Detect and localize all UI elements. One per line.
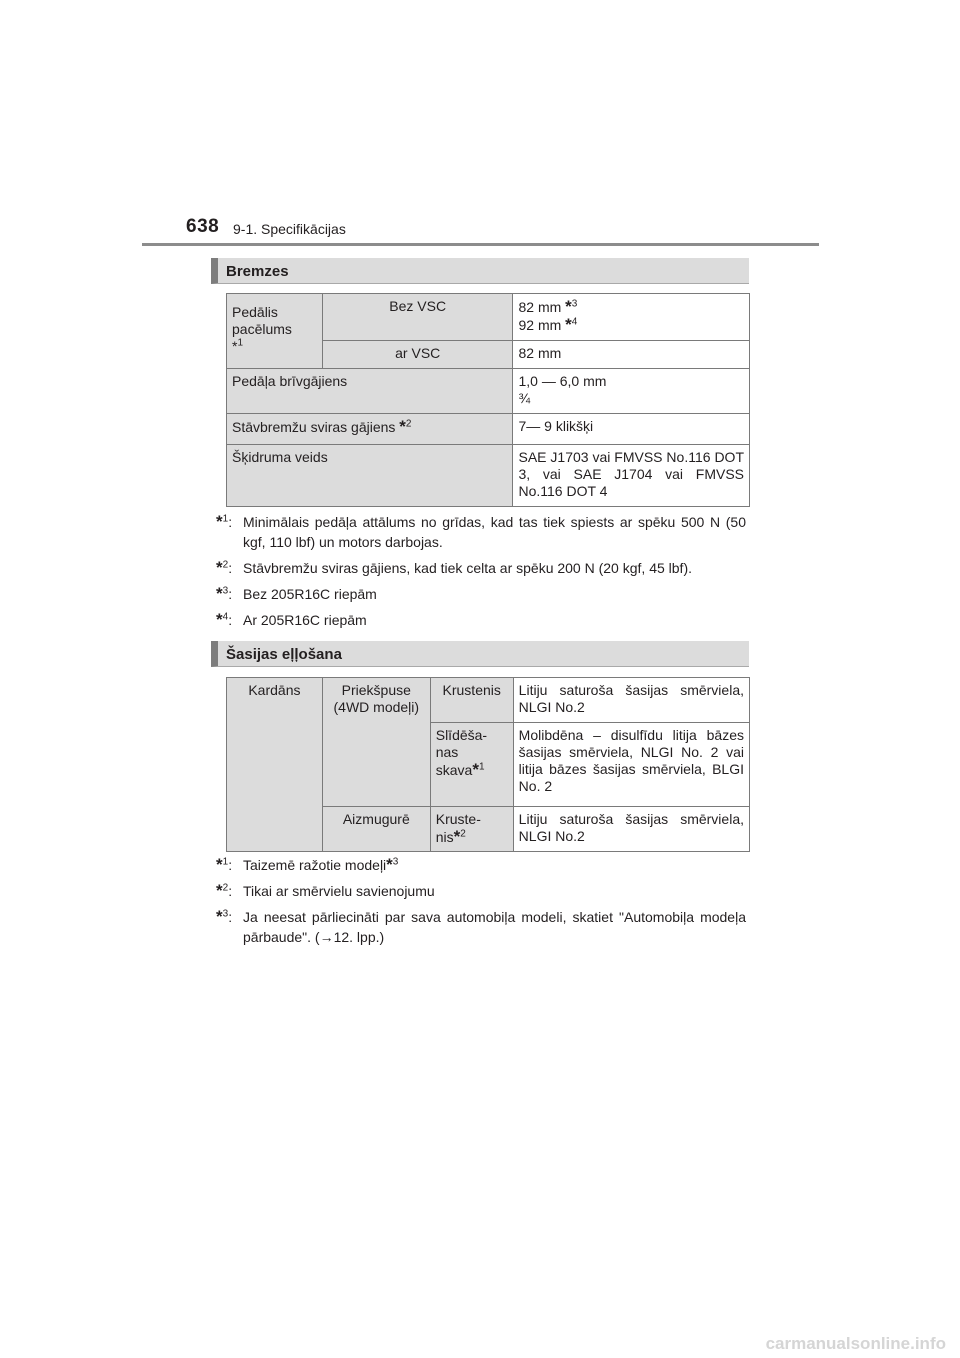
- free-play-value: [513, 369, 750, 414]
- cross-label: Krustenis: [430, 678, 513, 723]
- footnote: *$^4$: Ar 205R16C riepām: [216, 610, 367, 629]
- brakes-heading: Bremzes: [211, 258, 749, 284]
- parking-travel-label: Stāvbremžu sviras gājiens *$^2$: [227, 414, 513, 445]
- footnote-ref: *$^4$: [565, 315, 578, 334]
- rear-cross-label: Kruste-nis*$^2$: [430, 807, 513, 852]
- footnote-marker: *$^3$:: [216, 907, 233, 926]
- section-reference: 9-1. Specifikācijas: [233, 221, 346, 237]
- without-vsc-label: Bez VSC: [322, 294, 513, 341]
- footnote-marker: *$^2$:: [216, 558, 233, 577]
- footnote: *$^1$: Minimālais pedāļa attālums no grīdas, kad tas tiek spiests ar spēku 500 N (50 kgf, 110 lbf) un motors darbojas.: [216, 512, 746, 550]
- without-vsc-value: [513, 294, 750, 341]
- table-row: [227, 445, 750, 507]
- rear-cross-value: Litiju saturoša šasijas smērviela, NLGI No.2: [513, 807, 749, 852]
- footnote-marker: *$^2$:: [216, 881, 233, 900]
- table-row: [227, 678, 750, 723]
- slide-value: Molibdēna – disulfīdu litija bāzes šasijas smērviela, NLGI No. 2 vai litija bāzes šasijas smērviela, BLGI No. 2: [513, 723, 749, 807]
- value-line: 82 mm: [518, 299, 562, 315]
- fluid-value: SAE J1703 vai FMVSS No.116 DOT 3, vai SAE J1704 vai FMVSS No.116 DOT 4: [513, 445, 750, 507]
- brakes-table: [226, 293, 750, 507]
- value-line: ¾: [518, 390, 531, 406]
- fluid-label: Šķidruma veids: [227, 445, 513, 507]
- table-row: [227, 294, 750, 341]
- page-number: 638: [186, 216, 220, 237]
- chassis-table: [226, 677, 750, 852]
- with-vsc-value: 82 mm: [513, 341, 750, 369]
- watermark: carmanualsonline.info: [765, 1334, 946, 1353]
- value-line: 92 mm: [518, 317, 562, 333]
- chassis-heading: Šasijas eļļošana: [211, 641, 749, 667]
- propeller-label: Kardāns: [227, 678, 323, 852]
- footnote: *$^2$: Tikai ar smērvielu savienojumu: [216, 881, 435, 900]
- footnote-marker: *$^1$:: [216, 855, 233, 874]
- footnote-ref: *$^2$: [453, 827, 466, 846]
- chassis-notes: [216, 855, 746, 953]
- table-row: [227, 369, 750, 414]
- with-vsc-label: ar VSC: [322, 341, 513, 369]
- footnote-ref: *$^1$: [232, 337, 244, 354]
- pedal-height-cell: [227, 294, 323, 369]
- pedal-height-label: Pedālis pacēlums: [232, 304, 292, 337]
- footnote-ref: *$^1$: [472, 760, 485, 779]
- footnote-marker: *$^1$:: [216, 512, 233, 531]
- footnote: *$^2$: Stāvbremžu sviras gājiens, kad tiek celta ar spēku 200 N (20 kgf, 45 lbf).: [216, 558, 692, 577]
- footnote-marker: *$^3$:: [216, 584, 233, 603]
- footnote-marker: *$^4$:: [216, 610, 233, 629]
- footnote-ref: *$^2$: [399, 417, 412, 436]
- footnote: *$^1$: Taizemē ražotie modeļi*$^3$: [216, 855, 399, 874]
- free-play-label: Pedāļa brīvgājiens: [227, 369, 513, 414]
- footnote: *$^3$: Bez 205R16C riepām: [216, 584, 377, 603]
- value-line: 1,0 — 6,0 mm: [518, 373, 607, 389]
- footnote: *$^3$: Ja neesat pārliecināti par sava automobiļa modeli, skatiet "Automobiļa modeļa pārbaude". (→12. lpp.): [216, 907, 746, 945]
- slide-label: Slīdēša-nas skava*$^1$: [430, 723, 513, 807]
- table-row: [227, 414, 750, 445]
- footnote-ref: *$^3$: [386, 855, 399, 874]
- brakes-notes: [216, 512, 746, 636]
- footnote-ref: *$^3$: [565, 297, 578, 316]
- parking-travel-value: 7— 9 klikšķi: [513, 414, 750, 445]
- header-rule: [142, 243, 819, 246]
- rear-label: Aizmugurē: [322, 807, 430, 852]
- front-label: Priekšpuse (4WD modeļi): [322, 678, 430, 807]
- cross-value: Litiju saturoša šasijas smērviela, NLGI No.2: [513, 678, 749, 723]
